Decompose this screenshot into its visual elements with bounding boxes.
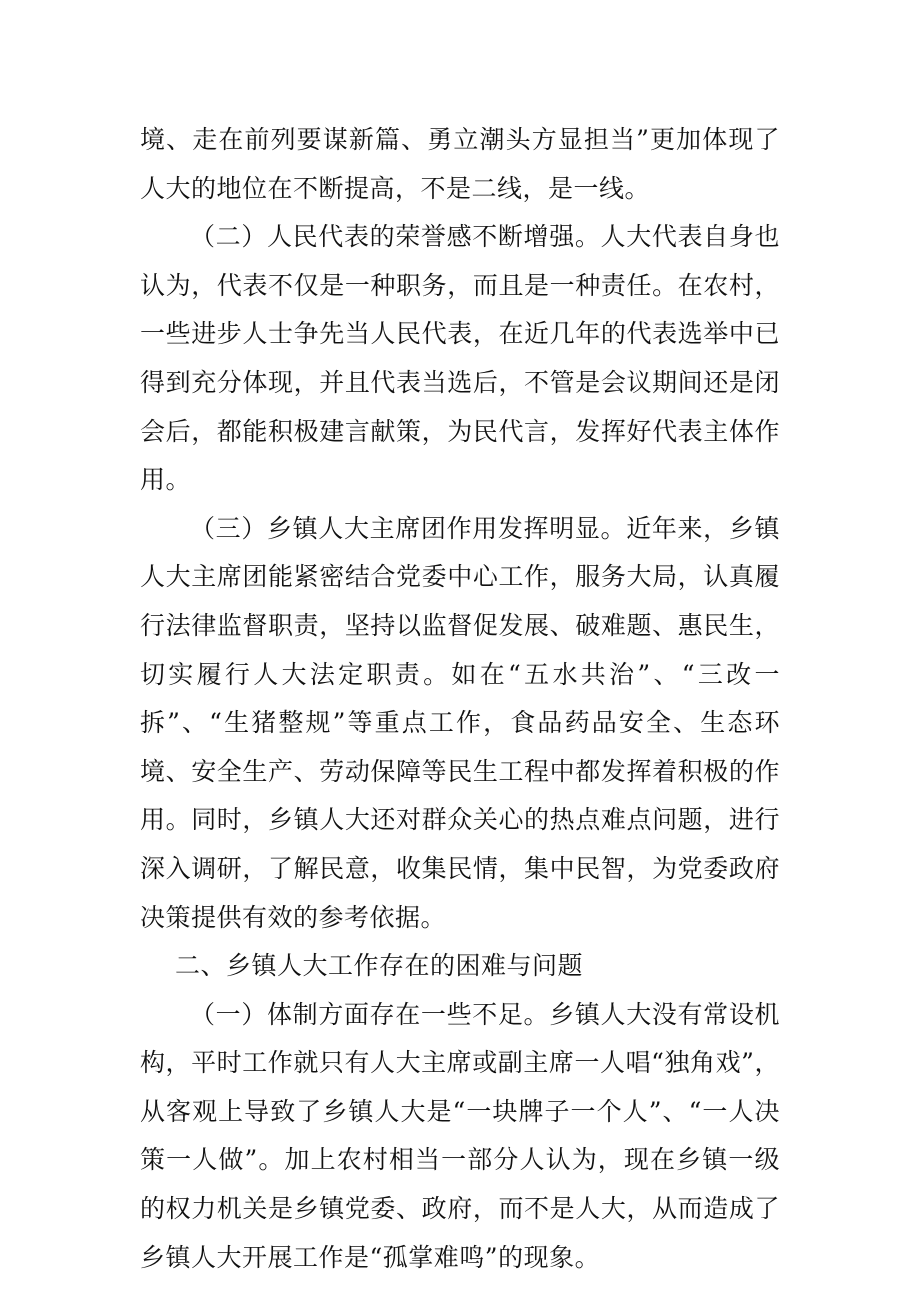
document-body [140, 116, 780, 1282]
paragraph-continuation: 境、走在前列要谋新篇、勇立潮头方显担当”更加体现了人大的地位在不断提高，不是二线，是一线。 [140, 125, 780, 203]
paragraph-point-3: （三）乡镇人大主席团作用发挥明显。近年来，乡镇人大主席团能紧密结合党委中心工作，服务大局，认真履行法律监督职责，坚持以监督促发展、破难题、惠民生，切实履行人大法定职责。如在“五水共治”、“三改一拆”、“生猪整规”等重点工作，食品药品安全、生态环境、安全生产、劳动保障等民生工程中都发挥着积极的作用。同时，乡镇人大还对群众关心的热点难点问题，进行深入调研，了解民意，收集民情，集中民智，为党委政府决策提供有效的参考依据。 [140, 513, 780, 932]
paragraph-point-2: （二）人民代表的荣誉感不断增强。人大代表自身也认为，代表不仅是一种职务，而且是一种责任。在农村，一些进步人士争先当人民代表，在近几年的代表选举中已得到充分体现，并且代表当选后，不管是会议期间还是闭会后，都能积极建言献策，为民代言，发挥好代表主体作用。 [140, 222, 780, 495]
paragraph-problem-1: （一）体制方面存在一些不足。乡镇人大没有常设机构，平时工作就只有人大主席或副主席一人唱“独角戏”，从客观上导致了乡镇人大是“一块牌子一个人”、“一人决策一人做”。加上农村相当一部分人认为，现在乡镇一级的权力机关是乡镇党委、政府，而不是人大，从而造成了乡镇人大开展工作是“孤掌难鸣”的现象。 [140, 999, 780, 1272]
section-heading: 二、乡镇人大工作存在的困难与问题 [175, 951, 584, 981]
